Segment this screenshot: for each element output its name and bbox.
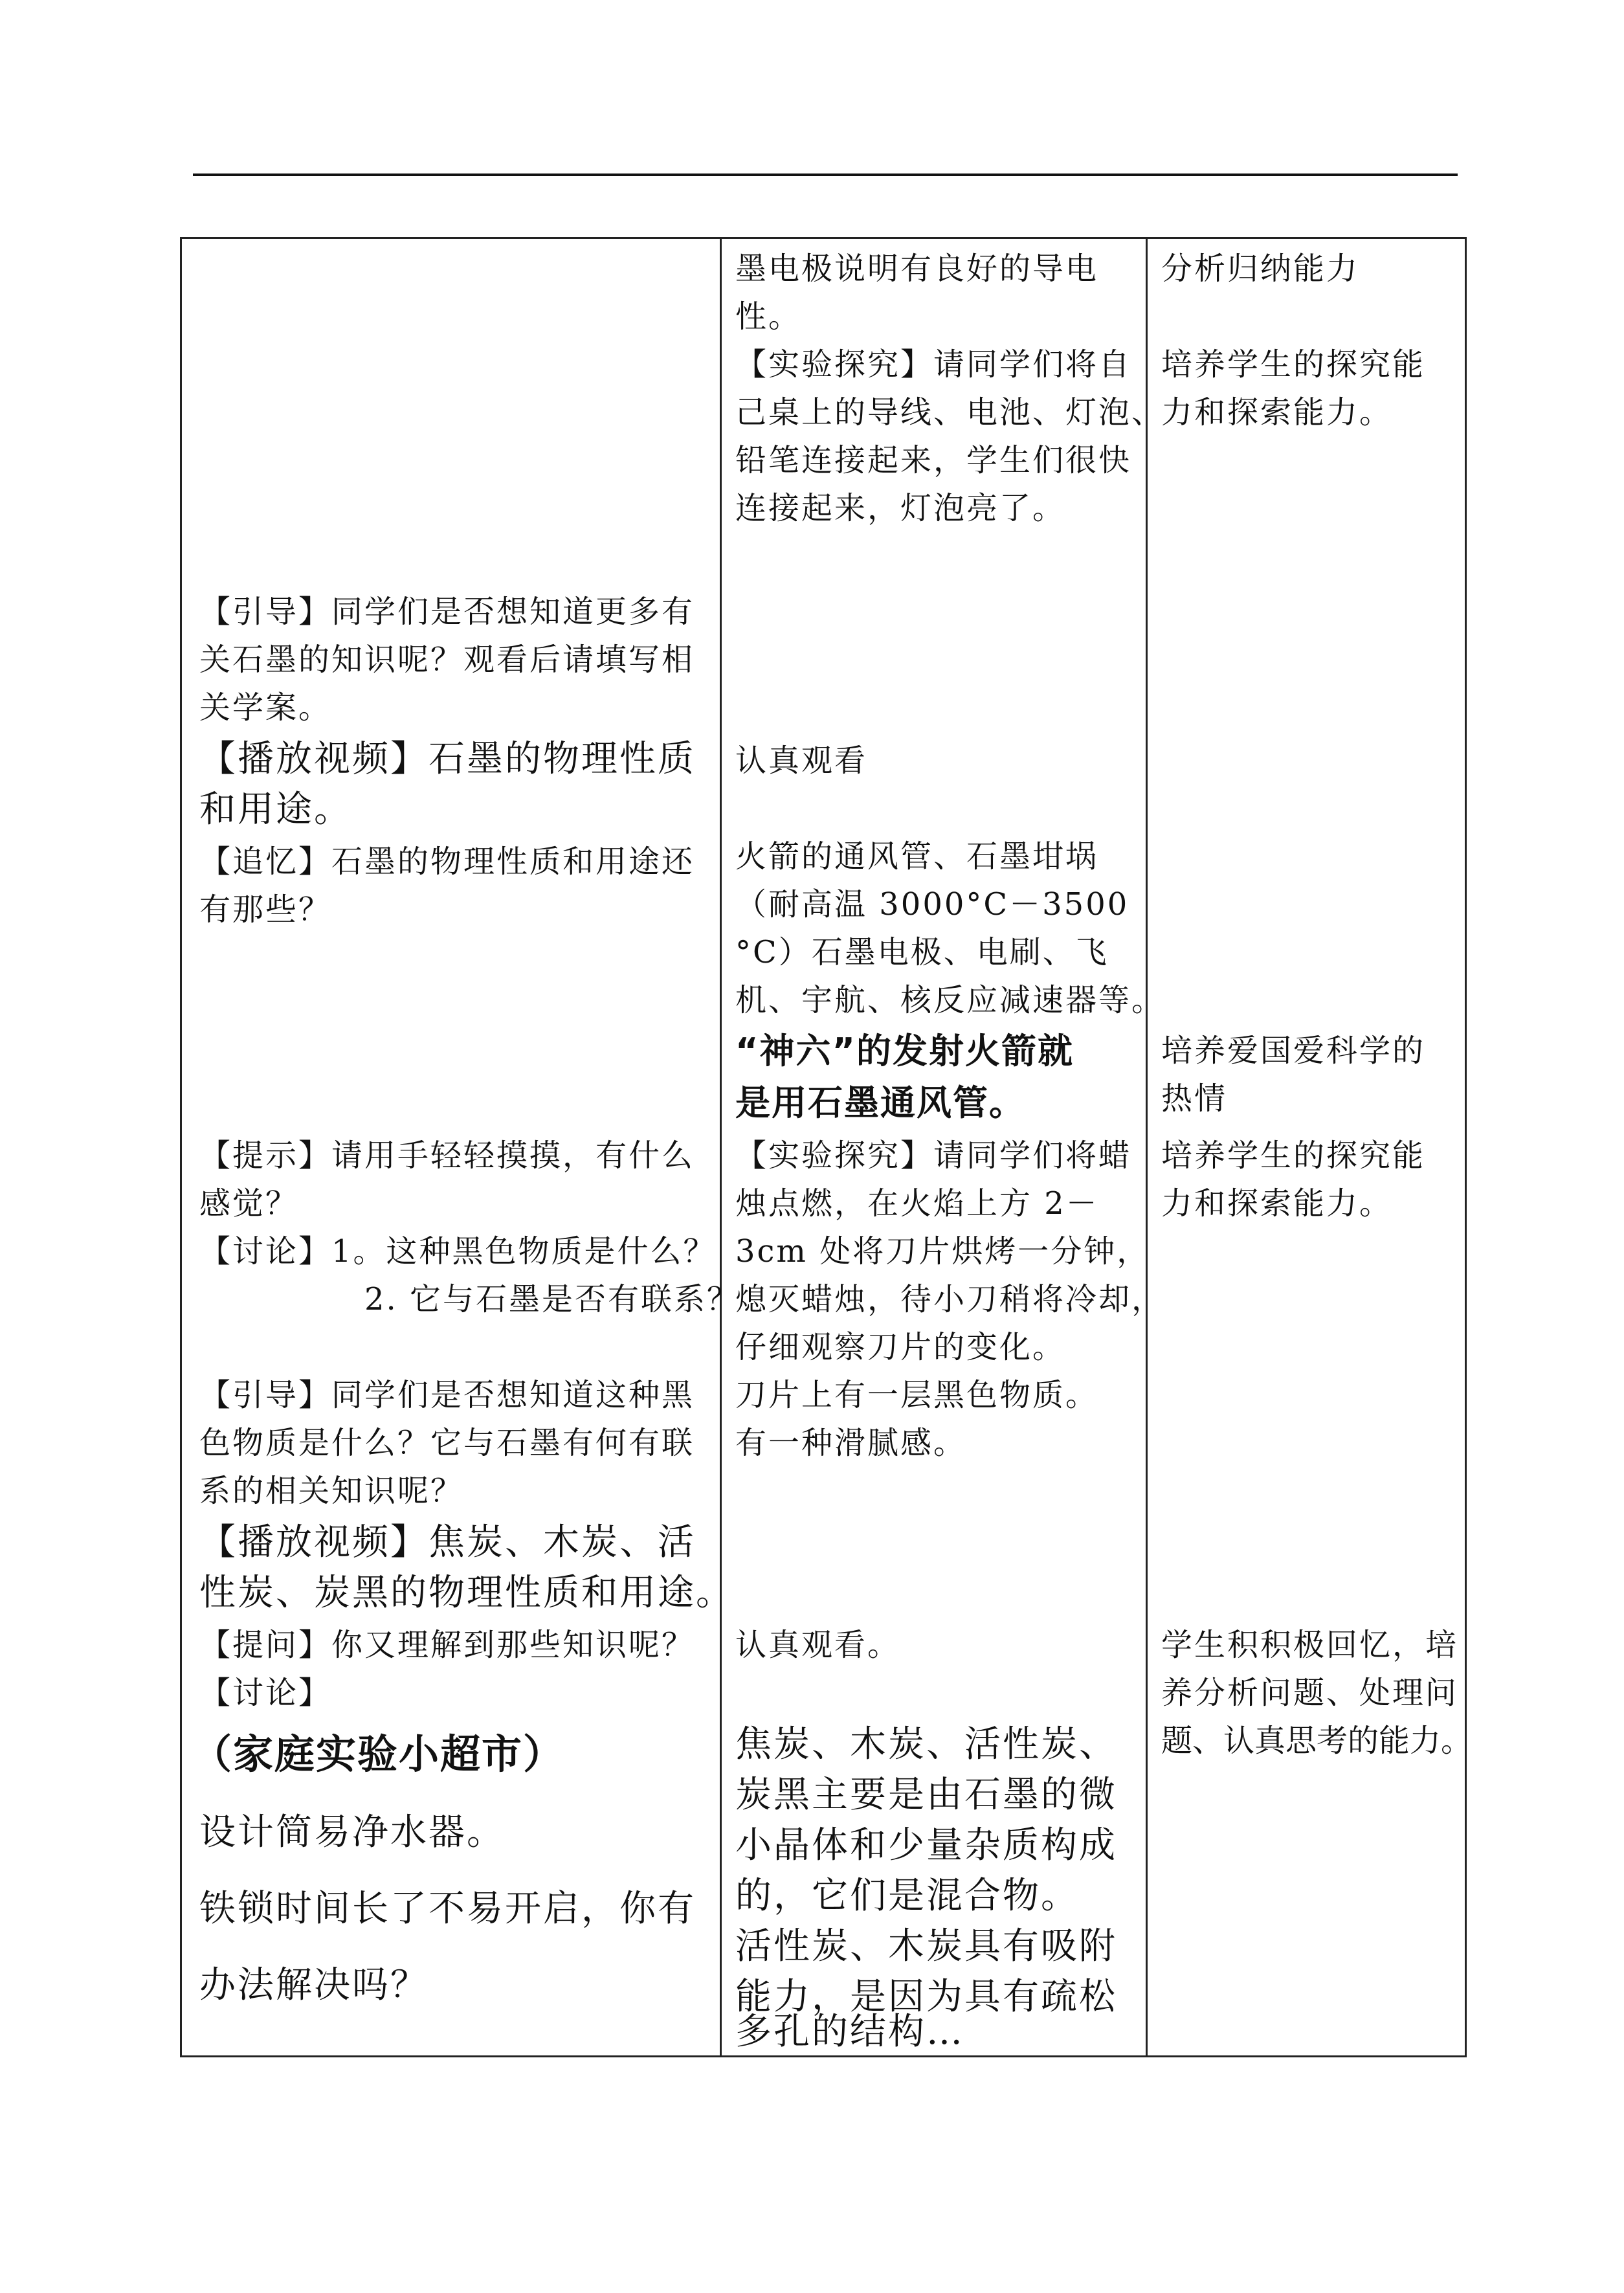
uses-line-3: °C）石墨电极、电刷、飞 [735,934,1109,970]
video2-line-2: 性炭、炭黑的物理性质和用途。 [199,1572,734,1614]
watch-carefully-2: 认真观看。 [735,1627,901,1663]
home-experiment-heading: （家庭实验小超市） [192,1730,565,1778]
candle-line-6: 刀片上有一层黑色物质。 [735,1377,1099,1413]
guide2-line-2: 色物质是什么？它与石墨有何有联 [199,1425,695,1461]
mid-line-4: 己桌上的导线、电池、灯泡、 [735,394,1165,431]
carbon-line-4: 的，它们是混合物。 [735,1875,1079,1917]
ask-line-2: 【讨论】 [199,1675,332,1711]
intent-explore-1: 培养学生的探究能 [1161,346,1426,383]
intent-explore2-1: 培养学生的探究能 [1161,1137,1426,1174]
carbon-line-7: 多孔的结构… [735,2011,964,2053]
task-lock-line-1: 铁锁时间长了不易开启，你有 [199,1888,696,1930]
recall-line-1: 【追忆】石墨的物理性质和用途还 [199,844,695,880]
discuss-line-2: 2. 它与石墨是否有联系？ [199,1281,740,1317]
discuss-line-1: 【讨论】1。这种黑色物质是什么？ [199,1233,717,1270]
intent-explore-2: 力和探索能力。 [1161,394,1393,431]
uses-line-2: （耐高温 3000°C－3500 [735,886,1129,923]
mid-line-1: 墨电极说明有良好的导电 [735,251,1099,287]
intent-recall-3: 题、认真思考的能力。 [1161,1723,1473,1759]
mid-line-2: 性。 [735,298,802,335]
intent-recall-2: 养分析问题、处理问 [1161,1675,1459,1711]
intent-patriot-1: 培养爱国爱科学的 [1161,1033,1426,1069]
guide-line-3: 关学案。 [199,689,332,726]
candle-line-4: 熄灭蜡烛，待小刀稍将冷却， [735,1281,1165,1317]
candle-line-5: 仔细观察刀片的变化。 [735,1329,1066,1365]
watch-carefully-1: 认真观看 [735,743,868,779]
task-water-filter: 设计简易净水器。 [199,1811,505,1853]
video2-line-1: 【播放视频】焦炭、木炭、活 [199,1521,696,1563]
candle-line-7: 有一种滑腻感。 [735,1425,967,1461]
header-rule [193,173,1458,176]
shenliu-line-2: 是用石墨通风管。 [735,1082,1025,1123]
shenliu-line-1: “神六”的发射火箭就 [735,1031,1074,1071]
hint-line-2: 感觉？ [199,1185,299,1222]
mid-line-6: 连接起来，灯泡亮了。 [735,490,1066,526]
intent-explore2-2: 力和探索能力。 [1161,1185,1393,1222]
hint-line-1: 【提示】请用手轻轻摸摸，有什么 [199,1137,695,1174]
video-line-1: 【播放视频】石墨的物理性质 [199,738,696,780]
candle-line-2: 烛点燃，在火焰上方 2－ [735,1185,1099,1222]
candle-line-3: 3cm 处将刀片烘烤一分钟， [735,1233,1150,1270]
candle-line-1: 【实验探究】请同学们将蜡 [735,1137,1132,1174]
column-divider-2 [1146,237,1148,2057]
ask-line-1: 【提问】你又理解到那些知识呢？ [199,1627,695,1663]
uses-line-1: 火箭的通风管、石墨坩埚 [735,838,1099,875]
intent-patriot-2: 热情 [1161,1080,1228,1117]
uses-line-4: 机、宇航、核反应减速器等。 [735,982,1165,1018]
carbon-line-2: 炭黑主要是由石墨的微 [735,1774,1117,1816]
video-line-2: 和用途。 [199,789,352,831]
guide-line-1: 【引导】同学们是否想知道更多有 [199,594,695,630]
task-lock-line-2: 办法解决吗？ [199,1964,428,2006]
mid-line-3: 【实验探究】请同学们将自 [735,346,1132,383]
guide-line-2: 关石墨的知识呢？观看后请填写相 [199,642,695,678]
intent-analyze: 分析归纳能力 [1161,251,1360,287]
mid-line-5: 铅笔连接起来，学生们很快 [735,442,1132,478]
intent-recall-1: 学生积积极回忆，培 [1161,1627,1459,1663]
carbon-line-5: 活性炭、木炭具有吸附 [735,1925,1117,1967]
carbon-line-3: 小晶体和少量杂质构成 [735,1824,1117,1866]
carbon-line-6: 能力，是因为具有疏松 [735,1976,1117,2018]
guide2-line-3: 系的相关知识呢？ [199,1473,464,1509]
carbon-line-1: 焦炭、木炭、活性炭、 [735,1723,1117,1765]
guide2-line-1: 【引导】同学们是否想知道这种黑 [199,1377,695,1413]
recall-line-2: 有那些？ [199,891,332,928]
column-divider-1 [720,237,722,2057]
